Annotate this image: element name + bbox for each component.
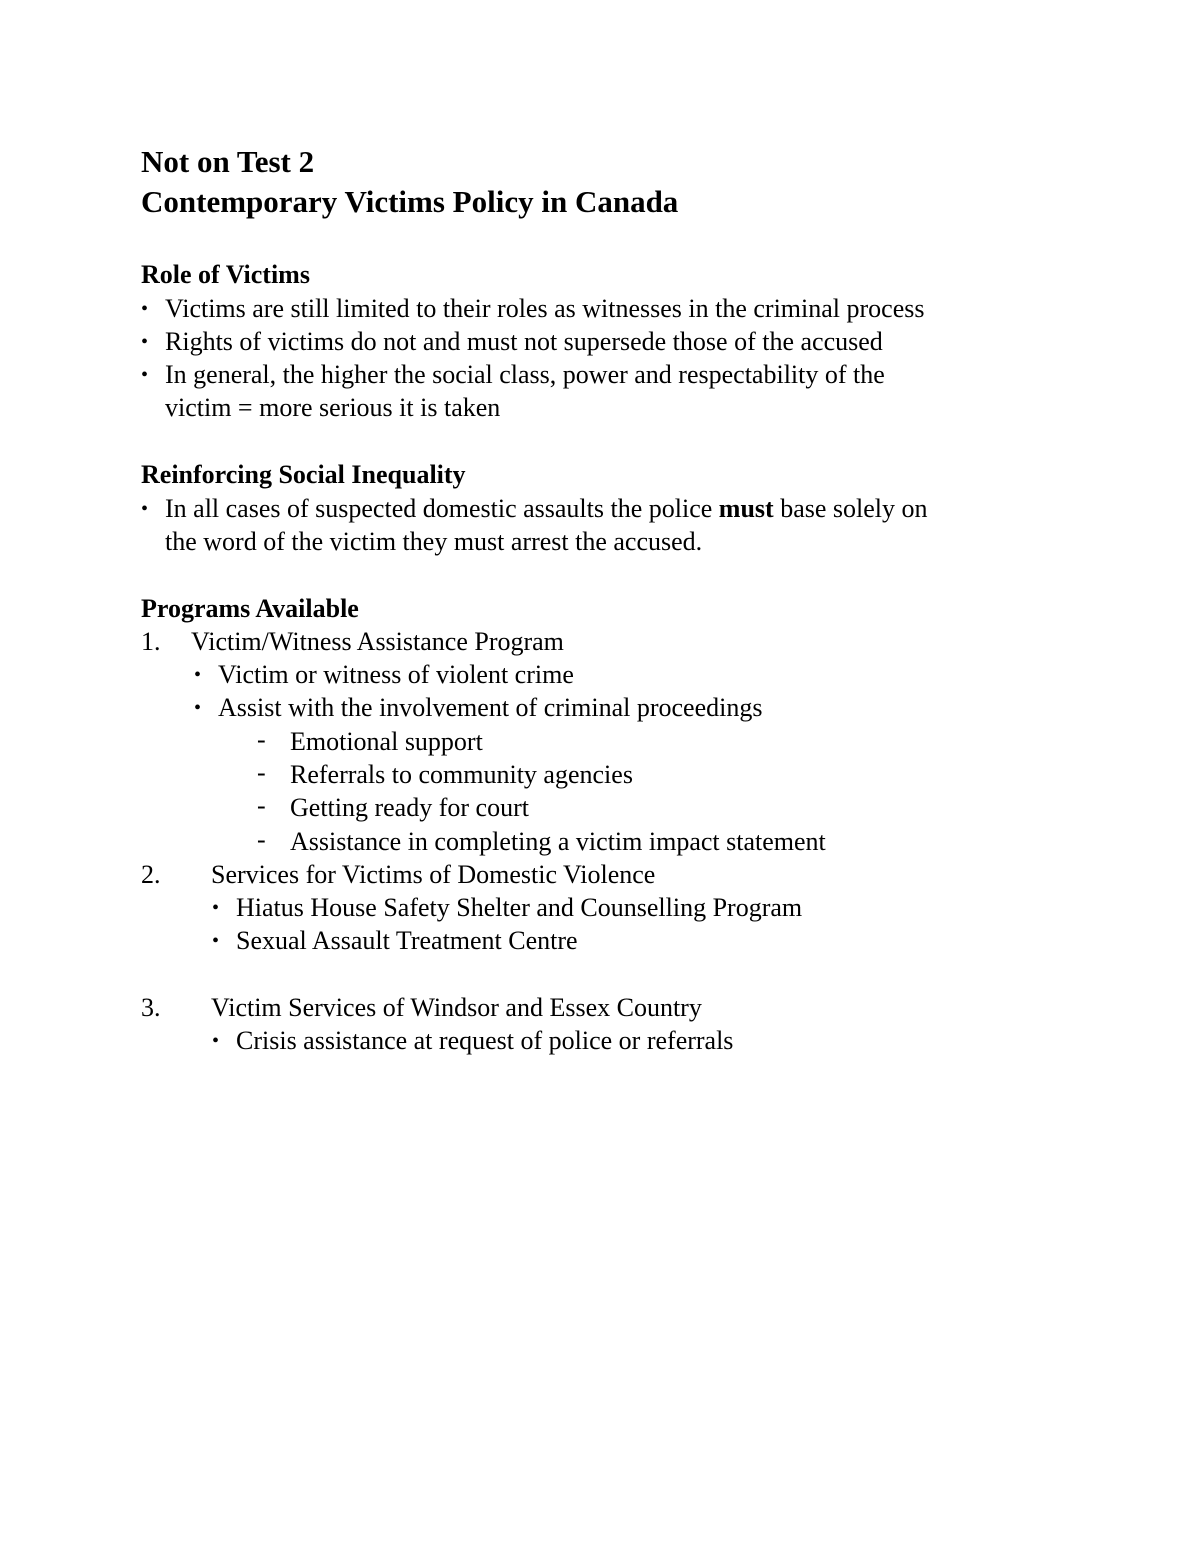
list-item-continuation: the word of the victim they must arrest the accused.: [165, 527, 703, 556]
bullet-icon: •: [212, 1030, 220, 1052]
list-number: 1.: [141, 627, 161, 656]
bullet-icon: •: [212, 897, 220, 919]
sub-list-item: Getting ready for court: [290, 793, 529, 822]
dash-icon: -: [257, 825, 266, 854]
bullet-icon: •: [141, 298, 149, 320]
text-segment: base solely on: [773, 494, 928, 523]
bullet-icon: •: [212, 930, 220, 952]
sub-list-item: Assistance in completing a victim impact statement: [290, 827, 826, 856]
document-title: Contemporary Victims Policy in Canada: [141, 184, 679, 219]
section-heading-programs-available: Programs Available: [141, 594, 359, 623]
dash-icon: -: [257, 791, 266, 820]
list-item: In general, the higher the social class, power and respectability of the: [165, 360, 885, 389]
bullet-icon: •: [141, 331, 149, 353]
program-name: Services for Victims of Domestic Violence: [211, 860, 656, 889]
dash-icon: -: [257, 725, 266, 754]
dash-icon: -: [257, 758, 266, 787]
sub-list-item: Referrals to community agencies: [290, 760, 633, 789]
bullet-icon: •: [194, 664, 202, 686]
section-heading-reinforcing-social-inequality: Reinforcing Social Inequality: [141, 460, 466, 489]
list-item: Hiatus House Safety Shelter and Counselling Program: [236, 893, 803, 922]
list-item: Victims are still limited to their roles as witnesses in the criminal process: [165, 294, 925, 323]
bullet-icon: •: [141, 364, 149, 386]
list-item: Assist with the involvement of criminal proceedings: [218, 693, 763, 722]
program-name: Victim/Witness Assistance Program: [191, 627, 564, 656]
bullet-icon: •: [141, 498, 149, 520]
program-name: Victim Services of Windsor and Essex Country: [211, 993, 702, 1022]
bullet-icon: •: [194, 697, 202, 719]
sub-list-item: Emotional support: [290, 727, 483, 756]
title-line-1: Not on Test 2: [141, 144, 315, 179]
list-number: 2.: [141, 860, 161, 889]
list-item-continuation: victim = more serious it is taken: [165, 393, 501, 422]
list-item: [165, 492, 928, 525]
list-item: Crisis assistance at request of police or referrals: [236, 1026, 734, 1055]
emphasis-text: must: [718, 494, 774, 523]
list-item: Rights of victims do not and must not supersede those of the accused: [165, 327, 883, 356]
list-item: Sexual Assault Treatment Centre: [236, 926, 578, 955]
list-number: 3.: [141, 993, 161, 1022]
text-segment: In all cases of suspected domestic assaults the police: [165, 494, 719, 523]
section-heading-role-of-victims: Role of Victims: [141, 260, 310, 289]
list-item: Victim or witness of violent crime: [218, 660, 574, 689]
